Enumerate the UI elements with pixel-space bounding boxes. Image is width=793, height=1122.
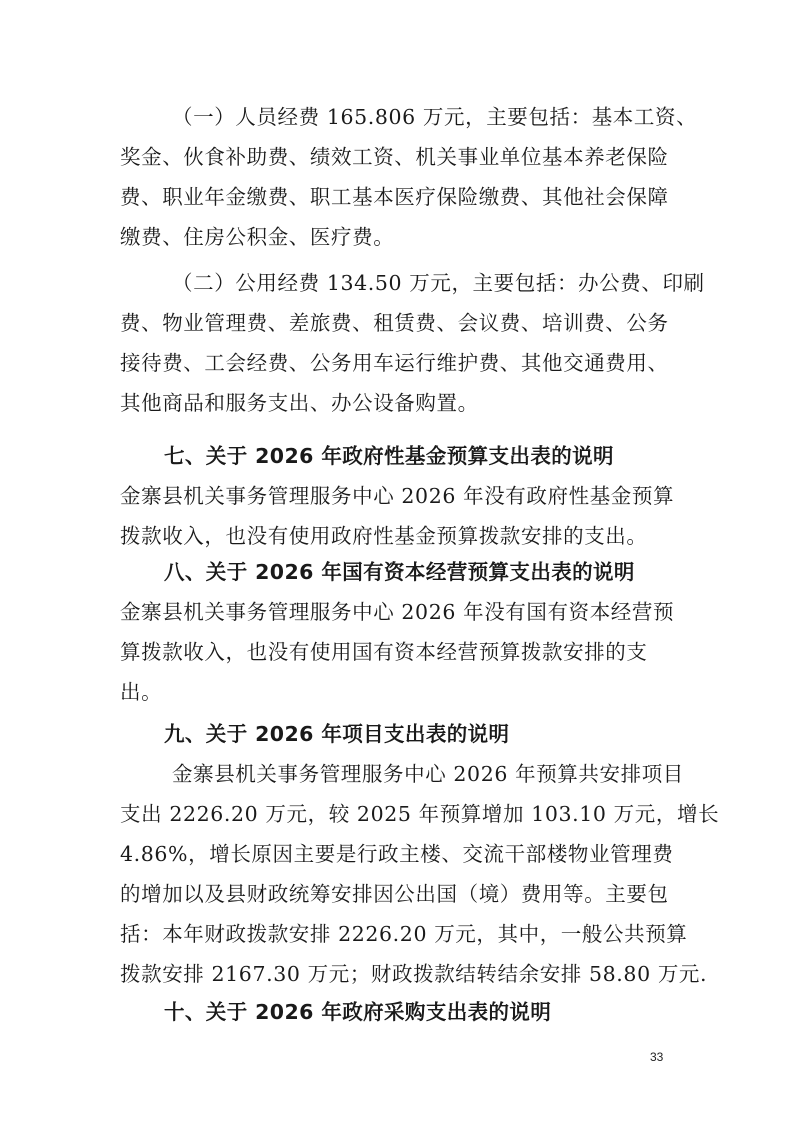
text-line: 费、职业年金缴费、职工基本医疗保险缴费、其他社会保障	[120, 185, 669, 209]
text-line: 金寨县机关事务管理服务中心 2026 年没有国有资本经营预	[120, 600, 675, 624]
text-line: 出。	[120, 680, 163, 704]
text-line: 费、物业管理费、差旅费、租赁费、会议费、培训费、公务	[120, 311, 669, 335]
text-line: 拨款收入，也没有使用政府性基金预算拨款安排的支出。	[120, 524, 648, 548]
heading-text: 十、关于 2026 年政府采购支出表的说明	[164, 1000, 552, 1024]
text-line: （一）人员经费 165.806 万元，主要包括：基本工资、	[172, 105, 698, 129]
page-number: 33	[650, 1050, 664, 1064]
section-heading-eight	[120, 552, 680, 592]
text-line: 缴费、住房公积金、医疗费。	[120, 225, 395, 249]
text-line: 拨款安排 2167.30 万元；财政拨款结转结余安排 58.80 万元.	[120, 962, 708, 986]
text-line: 算拨款收入，也没有使用国有资本经营预算拨款安排的支	[120, 640, 648, 664]
heading-text: 九、关于 2026 年项目支出表的说明	[164, 722, 510, 746]
paragraph-personnel-expenses	[120, 97, 698, 257]
text-line: 的增加以及县财政统筹安排因公出国（境）费用等。主要包	[120, 882, 669, 906]
paragraph-government-fund	[120, 476, 680, 556]
text-line: 括：本年财政拨款安排 2226.20 万元，其中，一般公共预算	[120, 922, 688, 946]
section-heading-seven	[120, 436, 680, 476]
paragraph-state-capital	[120, 592, 680, 712]
text-line: 奖金、伙食补助费、绩效工资、机关事业单位基本养老保险	[120, 145, 669, 169]
text-line: （二）公用经费 134.50 万元，主要包括：办公费、印刷	[172, 271, 705, 295]
text-line: 支出 2226.20 万元，较 2025 年预算增加 103.10 万元，增长	[120, 802, 720, 826]
section-heading-ten	[120, 992, 680, 1032]
paragraph-public-expenses	[120, 263, 705, 423]
paragraph-project-expenditure	[120, 754, 720, 994]
text-line: 4.86%，增长原因主要是行政主楼、交流干部楼物业管理费	[120, 842, 674, 866]
section-heading-nine	[120, 714, 680, 754]
heading-text: 七、关于 2026 年政府性基金预算支出表的说明	[164, 444, 614, 468]
text-line: 金寨县机关事务管理服务中心 2026 年没有政府性基金预算	[120, 484, 675, 508]
text-line: 其他商品和服务支出、办公设备购置。	[120, 391, 479, 415]
text-line: 金寨县机关事务管理服务中心 2026 年预算共安排项目	[172, 762, 684, 786]
heading-text: 八、关于 2026 年国有资本经营预算支出表的说明	[164, 560, 635, 584]
text-line: 接待费、工会经费、公务用车运行维护费、其他交通费用、	[120, 351, 669, 375]
